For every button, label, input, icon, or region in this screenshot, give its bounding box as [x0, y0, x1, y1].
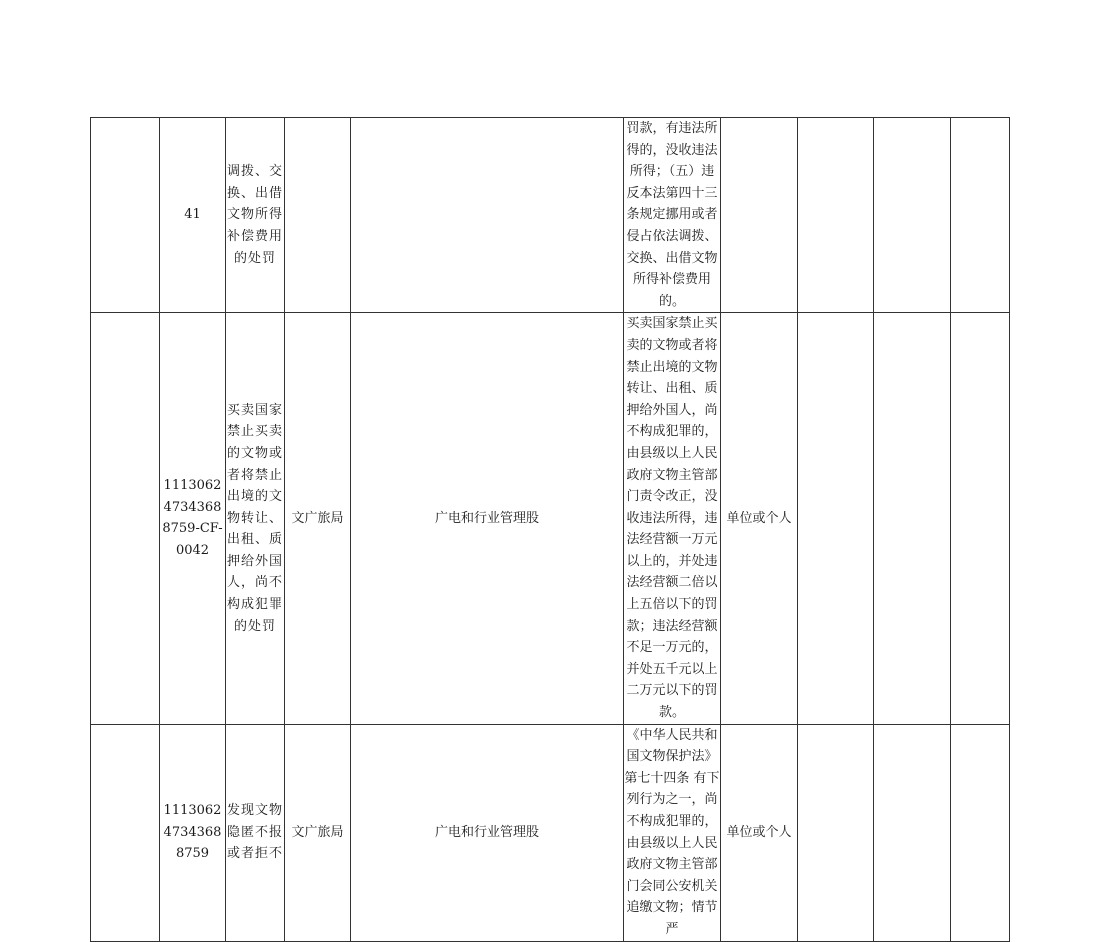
- blank-cell: [798, 724, 874, 941]
- seq-cell: [91, 313, 160, 724]
- target-cell: 单位或个人: [721, 313, 798, 724]
- seq-cell: [91, 724, 160, 941]
- target-cell: 单位或个人: [721, 724, 798, 941]
- table-row: [91, 724, 1010, 941]
- item-name-cell: 发现文物隐匿不报或者拒不: [226, 724, 285, 941]
- legal-basis-cell: 罚款，有违法所得的，没收违法所得；（五）违反本法第四十三条规定挪用或者侵占依法调拨、交换、出借文物所得补偿费用的。: [624, 118, 721, 313]
- office-cell: 广电和行业管理股: [351, 313, 624, 724]
- item-code-cell: 41: [160, 118, 226, 313]
- blank-cell: [874, 313, 951, 724]
- legal-basis-cell: 买卖国家禁止买卖的文物或者将禁止出境的文物转让、出租、质押给外国人，尚不构成犯罪的，由县级以上人民政府文物主管部门责令改正，没收违法所得，违法经营额一万元以上的，并处违法经营额二倍以上五倍以下的罚款；违法经营额不足一万元的，并处五千元以上二万元以下的罚款。: [624, 313, 721, 724]
- office-cell: [351, 118, 624, 313]
- item-code-cell: 111306247343688759-CF-0042: [160, 313, 226, 724]
- item-name-cell: 调拨、交换、出借文物所得补偿费用的处罚: [226, 118, 285, 313]
- office-cell: 广电和行业管理股: [351, 724, 624, 941]
- department-cell: 文广旅局: [285, 313, 351, 724]
- blank-cell: [951, 118, 1010, 313]
- department-cell: 文广旅局: [285, 724, 351, 941]
- table-row: [91, 118, 1010, 313]
- blank-cell: [951, 724, 1010, 941]
- seq-cell: [91, 118, 160, 313]
- item-code-cell: 111306247343688759: [160, 724, 226, 941]
- table-row: [91, 313, 1010, 724]
- blank-cell: [951, 313, 1010, 724]
- legal-basis-cell: 《中华人民共和国文物保护法》第七十四条 有下列行为之一，尚不构成犯罪的，由县级以上人民政府文物主管部门会同公安机关追缴文物；情节严: [624, 724, 721, 941]
- blank-cell: [798, 118, 874, 313]
- blank-cell: [798, 313, 874, 724]
- penalty-table: [90, 117, 1010, 942]
- item-name-cell: 买卖国家禁止买卖的文物或者将禁止出境的文物转让、出租、质押给外国人，尚不构成犯罪的处罚: [226, 313, 285, 724]
- department-cell: [285, 118, 351, 313]
- blank-cell: [874, 118, 951, 313]
- blank-cell: [874, 724, 951, 941]
- target-cell: [721, 118, 798, 313]
